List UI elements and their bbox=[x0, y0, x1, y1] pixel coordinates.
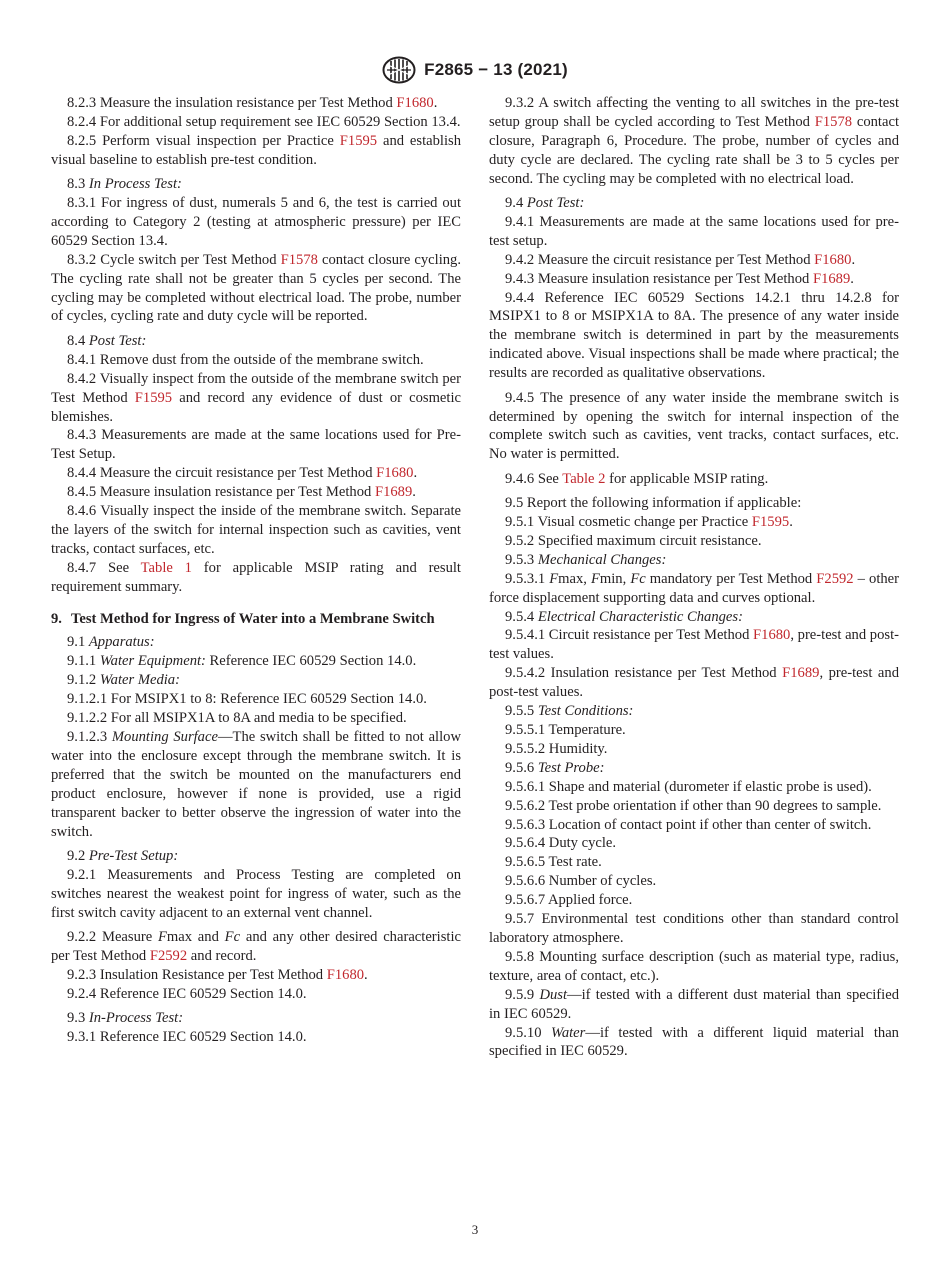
paragraph-text: , pre-test and post-test values. bbox=[489, 627, 899, 663]
reference-link[interactable]: F1689 bbox=[812, 270, 851, 287]
paragraph bbox=[51, 175, 461, 194]
paragraph-text: 9.5.6.7 Applied force. bbox=[505, 892, 633, 909]
paragraph bbox=[489, 721, 899, 740]
paragraph-text: 9.5.6 bbox=[505, 759, 538, 776]
paragraph-text: 9.5.8 Mounting surface description (such as material type, radius, texture, area of contact, etc.). bbox=[489, 948, 899, 984]
reference-link[interactable]: F1689 bbox=[782, 665, 820, 682]
paragraph-text: 9.5.3 bbox=[505, 551, 538, 568]
paragraph bbox=[51, 928, 461, 966]
paragraph bbox=[489, 494, 899, 513]
reference-link[interactable]: F1680 bbox=[753, 627, 791, 644]
paragraph-text: 8.3.2 Cycle switch per Test Method bbox=[67, 251, 281, 268]
paragraph bbox=[489, 389, 899, 465]
paragraph bbox=[489, 986, 899, 1024]
paragraph-text: Reference IEC 60529 Section 14.0. bbox=[205, 653, 417, 670]
paragraph-text: 8.4.2 Visually inspect from the outside of the membrane switch per Test Method bbox=[51, 370, 461, 406]
paragraph-text: 9.5.6.5 Test rate. bbox=[505, 854, 602, 871]
paragraph bbox=[51, 966, 461, 985]
paragraph-text: contact closure, Paragraph 6, Procedure. The probe, number of cycles and duty cycle are declared. The cycling rate shall be 3 to 5 cycles per second. The cycling may be completed with no electrical load. bbox=[489, 113, 899, 187]
paragraph bbox=[489, 532, 899, 551]
astm-logo-icon bbox=[382, 56, 416, 84]
italic-text: Test Probe: bbox=[537, 759, 605, 776]
paragraph bbox=[489, 608, 899, 627]
paragraph-text: 9.5.3.1 bbox=[505, 570, 550, 587]
paragraph-text: 8.4.6 Visually inspect the inside of the membrane switch. Separate the layers of the switch for internal inspection such as cavities, vent tracks, contact surfaces, etc. bbox=[51, 503, 461, 557]
italic-text: Test Conditions: bbox=[537, 703, 634, 720]
paragraph-text: max, bbox=[558, 570, 591, 587]
reference-link[interactable]: F1578 bbox=[814, 113, 853, 130]
paragraph-text: 9.1.2 bbox=[67, 672, 100, 689]
paragraph-text: 9.5.4.1 Circuit resistance per Test Method bbox=[505, 627, 754, 644]
paragraph-text: 8.4 bbox=[67, 332, 89, 349]
paragraph-text: 8.4.5 Measure insulation resistance per Test Method bbox=[67, 484, 375, 501]
standard-designation: F2865 − 13 (2021) bbox=[424, 60, 568, 79]
paragraph-text: and record. bbox=[187, 947, 257, 964]
paragraph-text: 9.5.2 Specified maximum circuit resistance. bbox=[505, 532, 762, 549]
paragraph-text: 8.4.4 Measure the circuit resistance per Test Method bbox=[67, 465, 377, 482]
paragraph-text: 9.1.2.2 For all MSIPX1A to 8A and media to be specified. bbox=[67, 710, 407, 727]
reference-link[interactable]: Table 2 bbox=[562, 470, 606, 487]
paragraph bbox=[51, 194, 461, 251]
right-column bbox=[489, 94, 899, 1061]
paragraph bbox=[489, 270, 899, 289]
paragraph-text: 9.2.1 Measurements and Process Testing are completed on switches nearest the weakest point for ingress of water, such as the first switch cavity adjacent to an external vent channel. bbox=[51, 866, 461, 921]
paragraph bbox=[489, 759, 899, 778]
italic-text: F bbox=[590, 570, 600, 587]
paragraph-text: 9.5 Report the following information if applicable: bbox=[505, 495, 802, 512]
paragraph-text: —if tested with a different liquid material than specified in IEC 60529. bbox=[489, 1024, 899, 1060]
paragraph-text: mandatory per Test Method bbox=[645, 570, 817, 587]
reference-link[interactable]: F2592 bbox=[816, 570, 854, 587]
paragraph bbox=[51, 559, 461, 597]
paragraph bbox=[51, 866, 461, 923]
paragraph-text: min, bbox=[599, 570, 631, 587]
paragraph-text: , pre-test and post-test values. bbox=[489, 665, 899, 701]
paragraph bbox=[489, 910, 899, 948]
reference-link[interactable]: F1680 bbox=[396, 95, 434, 111]
paragraph-text: 9.5.1 Visual cosmetic change per Practice bbox=[505, 514, 752, 531]
paragraph-text: 9.5.6.4 Duty cycle. bbox=[505, 835, 617, 852]
reference-link[interactable]: F1689 bbox=[374, 484, 413, 501]
reference-link[interactable]: F1578 bbox=[280, 251, 318, 268]
page-header bbox=[0, 56, 950, 89]
paragraph bbox=[51, 251, 461, 327]
paragraph-text: 9.4.2 Measure the circuit resistance per Test Method bbox=[505, 251, 815, 268]
paragraph-text: max and bbox=[166, 929, 225, 946]
paragraph bbox=[51, 671, 461, 690]
italic-text: Mechanical Changes: bbox=[537, 551, 667, 568]
paragraph bbox=[51, 709, 461, 728]
paragraph-text: 8.3 bbox=[67, 176, 89, 193]
paragraph bbox=[489, 513, 899, 532]
paragraph-text: 9.4.6 See bbox=[505, 470, 563, 487]
paragraph bbox=[51, 502, 461, 559]
paragraph bbox=[51, 633, 461, 652]
header-inner bbox=[382, 56, 568, 84]
paragraph-text: 9.4.4 Reference IEC 60529 Sections 14.2.1 thru 14.2.8 for MSIPX1 to 8 or MSIPX1A to 8A. The presence of any water inside the membrane switch is determined in part by the measurements indicated above. Visual inspections shall be made where practical; the results are recorded as qualitative observations. bbox=[489, 289, 899, 382]
paragraph-text: 9.5.6.3 Location of contact point if other than center of switch. bbox=[505, 816, 872, 833]
paragraph-text: for applicable MSIP rating and result requirement summary. bbox=[51, 559, 461, 595]
paragraph bbox=[51, 370, 461, 427]
paragraph bbox=[51, 1028, 461, 1047]
paragraph bbox=[489, 834, 899, 853]
paragraph bbox=[489, 194, 899, 213]
paragraph bbox=[51, 464, 461, 483]
paragraph-text: and any other desired characteristic per Test Method bbox=[51, 929, 461, 964]
paragraph bbox=[489, 872, 899, 891]
reference-link[interactable]: F1680 bbox=[326, 966, 365, 983]
paragraph bbox=[51, 351, 461, 370]
left-column bbox=[51, 94, 461, 1047]
paragraph-text: —if tested with a different dust material than specified in IEC 60529. bbox=[489, 986, 899, 1022]
italic-text: Electrical Characteristic Changes: bbox=[537, 608, 743, 625]
paragraph-text: 9.5.5.2 Humidity. bbox=[505, 740, 608, 757]
paragraph bbox=[489, 213, 899, 251]
paragraph-text: 9.4 bbox=[505, 195, 527, 212]
paragraph-text: 9.5.7 Environmental test conditions other than standard control laboratory atmosphere. bbox=[489, 911, 899, 946]
paragraph-text: 9.2.3 Insulation Resistance per Test Method bbox=[67, 966, 327, 983]
paragraph-text: and record any evidence of dust or cosmetic blemishes. bbox=[51, 389, 461, 425]
reference-link[interactable]: F1680 bbox=[376, 465, 414, 482]
paragraph-text: . bbox=[412, 484, 416, 501]
paragraph-text: 9.5.5.1 Temperature. bbox=[505, 722, 626, 738]
paragraph-text: 9.4.5 The presence of any water inside the membrane switch is determined by opening the switch for internal inspection of the complete switch such as cavities, vent tracks, contact surfaces, etc. No water is permitted. bbox=[489, 389, 899, 463]
paragraph bbox=[51, 483, 461, 502]
italic-text: Post Test: bbox=[526, 195, 585, 212]
paragraph bbox=[489, 948, 899, 986]
paragraph-text: 9.2.2 Measure bbox=[67, 929, 158, 946]
paragraph bbox=[51, 847, 461, 866]
paragraph bbox=[51, 94, 461, 113]
paragraph-text: 8.4.7 See bbox=[67, 559, 141, 576]
paragraph-text: . bbox=[851, 251, 856, 268]
paragraph-text: 9.3.2 A switch affecting the venting to all switches in the pre-test setup group shall be cycled according to Test Method bbox=[489, 95, 899, 130]
paragraph bbox=[489, 289, 899, 384]
paragraph-text: —The switch shall be fitted to not allow water into the enclosure except through the membrane switch. It is preferred that the switch be mounted on the manufacturers end product enclosure, however if none is provided, use a rigid transparent backer to better observe the ingression of water into the switch. bbox=[51, 729, 462, 840]
paragraph bbox=[489, 551, 899, 570]
italic-text: Apparatus: bbox=[88, 634, 155, 651]
paragraph-text: 9.5.6.1 Shape and material (durometer if elastic probe is used). bbox=[505, 778, 872, 795]
paragraph bbox=[489, 853, 899, 872]
paragraph bbox=[489, 740, 899, 759]
italic-text: In-Process Test: bbox=[88, 1010, 184, 1027]
paragraph-text: for applicable MSIP rating. bbox=[605, 470, 769, 487]
italic-text: Fc bbox=[630, 570, 646, 587]
section-heading bbox=[51, 610, 461, 629]
paragraph bbox=[489, 626, 899, 664]
section-title: Test Method for Ingress of Water into a Membrane Switch bbox=[71, 610, 435, 627]
paragraph-text: 9.5.4 bbox=[505, 608, 538, 625]
italic-text: F bbox=[157, 929, 167, 946]
paragraph-text: and establish visual baseline to establish pre-test condition. bbox=[51, 132, 461, 168]
paragraph bbox=[489, 470, 899, 489]
paragraph bbox=[489, 702, 899, 721]
italic-text: Water Media: bbox=[99, 672, 180, 689]
italic-text: Pre-Test Setup: bbox=[88, 847, 179, 864]
paragraph-text: 9.1 bbox=[67, 634, 89, 651]
paragraph-text: 9.1.2.3 bbox=[67, 729, 112, 745]
paragraph bbox=[51, 426, 461, 464]
paragraph-text: 9.2.4 Reference IEC 60529 Section 14.0. bbox=[67, 985, 307, 1002]
reference-link[interactable]: F2592 bbox=[149, 947, 188, 964]
paragraph bbox=[51, 332, 461, 351]
paragraph bbox=[489, 94, 899, 189]
paragraph bbox=[489, 816, 899, 835]
paragraph bbox=[51, 132, 461, 170]
italic-text: Dust bbox=[539, 986, 568, 1003]
paragraph-text: – other force displacement supporting data and curves optional. bbox=[489, 570, 900, 606]
reference-link[interactable]: F1595 bbox=[751, 514, 790, 531]
paragraph-text: 9.5.6.6 Number of cycles. bbox=[505, 873, 657, 890]
paragraph bbox=[51, 728, 461, 841]
paragraph-text: . bbox=[789, 514, 793, 531]
paragraph bbox=[489, 778, 899, 797]
italic-text: Water bbox=[551, 1024, 586, 1041]
page-number: 3 bbox=[471, 1222, 479, 1237]
paragraph-text: 9.1.1 bbox=[67, 653, 100, 670]
paragraph-text: 8.2.3 Measure the insulation resistance per Test Method bbox=[67, 95, 397, 111]
reference-link[interactable]: F1595 bbox=[134, 389, 173, 406]
paragraph-text: 9.5.9 bbox=[505, 986, 540, 1003]
paragraph-text: 9.4.1 Measurements are made at the same locations used for pre-test setup. bbox=[489, 213, 899, 249]
reference-link[interactable]: F1595 bbox=[339, 132, 378, 149]
paragraph-text: 9.5.6.2 Test probe orientation if other than 90 degrees to sample. bbox=[505, 797, 882, 814]
paragraph bbox=[489, 570, 899, 608]
paragraph-text: . bbox=[433, 95, 438, 111]
paragraph-text: 9.1.2.1 For MSIPX1 to 8: Reference IEC 60529 Section 14.0. bbox=[67, 691, 427, 708]
italic-text: Water Equipment: bbox=[99, 653, 206, 670]
paragraph bbox=[489, 664, 899, 702]
italic-text: In Process Test: bbox=[88, 176, 182, 193]
paragraph-text: 9.3.1 Reference IEC 60529 Section 14.0. bbox=[67, 1029, 307, 1046]
paragraph bbox=[51, 113, 461, 132]
paragraph-text: 9.5.4.2 Insulation resistance per Test Method bbox=[505, 665, 783, 682]
paragraph bbox=[51, 652, 461, 671]
paragraph bbox=[489, 1024, 899, 1062]
paragraph bbox=[51, 690, 461, 709]
paragraph bbox=[51, 985, 461, 1004]
paragraph-text: 8.2.5 Perform visual inspection per Practice bbox=[67, 132, 340, 149]
paragraph-text: . bbox=[850, 270, 854, 287]
italic-text: F bbox=[549, 570, 559, 587]
italic-text: Fc bbox=[224, 929, 241, 946]
paragraph-text: 9.3 bbox=[67, 1010, 89, 1027]
paragraph bbox=[51, 1009, 461, 1028]
italic-text: Mounting Surface bbox=[111, 729, 218, 745]
paragraph-text: 8.4.3 Measurements are made at the same locations used for Pre-Test Setup. bbox=[51, 427, 461, 463]
paragraph-text: contact closure cycling. The cycling rate shall not be greater than 5 cycles per second. The cycling may be completed without electrical load. The probe, number of cycles, cycling rate and duty cycle will be reported. bbox=[51, 251, 461, 325]
paragraph-text: . bbox=[413, 465, 418, 482]
italic-text: Post Test: bbox=[88, 332, 147, 349]
paragraph-text: . bbox=[364, 966, 368, 983]
paragraph bbox=[489, 251, 899, 270]
paragraph bbox=[489, 797, 899, 816]
section-number: 9. bbox=[51, 610, 62, 627]
reference-link[interactable]: Table 1 bbox=[140, 559, 192, 576]
paragraph-text: 9.5.5 bbox=[505, 703, 538, 720]
paragraph bbox=[489, 891, 899, 910]
paragraph-text: 8.4.1 Remove dust from the outside of the membrane switch. bbox=[67, 351, 424, 368]
paragraph-text: 9.5.10 bbox=[505, 1024, 552, 1041]
paragraph-text: 9.2 bbox=[67, 847, 89, 864]
paragraph-text: 8.2.4 For additional setup requirement see IEC 60529 Section 13.4. bbox=[67, 113, 461, 130]
paragraph-text: 9.4.3 Measure insulation resistance per Test Method bbox=[505, 270, 813, 287]
paragraph-text: 8.3.1 For ingress of dust, numerals 5 and 6, the test is carried out according to Category 2 (testing at atmospheric pressure) per IEC 60529 Section 13.4. bbox=[51, 195, 461, 249]
reference-link[interactable]: F1680 bbox=[814, 251, 852, 268]
